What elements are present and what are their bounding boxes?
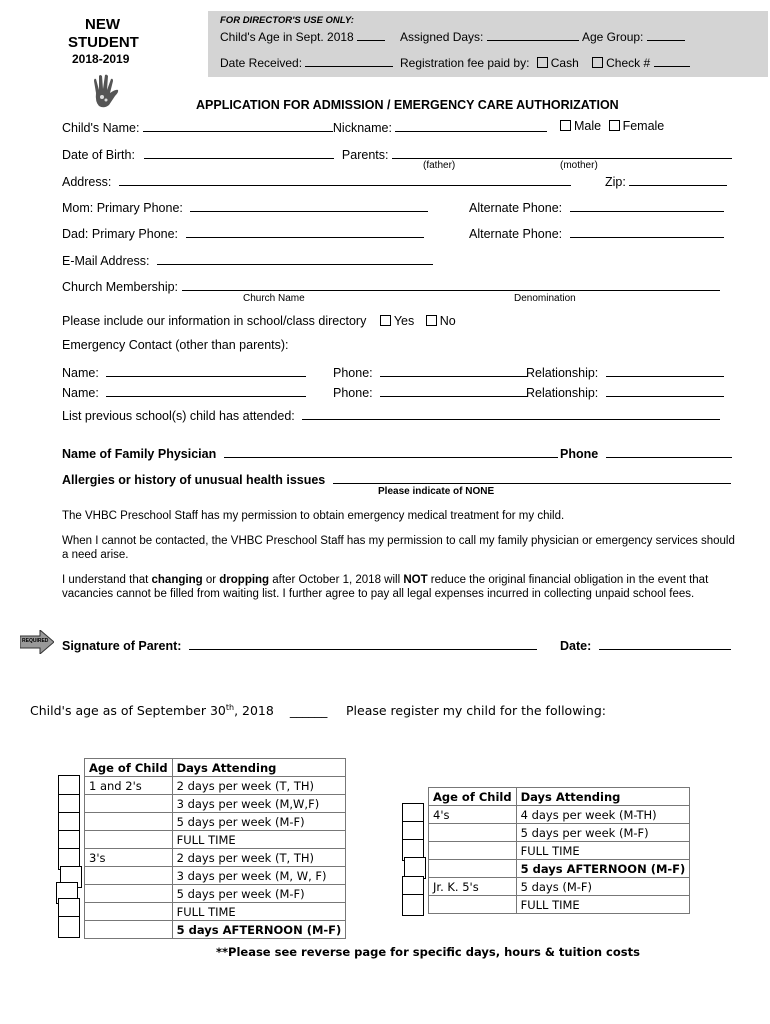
check-checkbox[interactable]	[592, 57, 603, 68]
previous-school-field[interactable]	[302, 407, 720, 420]
table2-days-cell: 5 days per week (M-F)	[516, 824, 690, 842]
handprint-logo	[84, 71, 124, 111]
table2-age-cell	[429, 824, 517, 842]
reverse-page-note: **Please see reverse page for specific days, hours & tuition costs	[216, 945, 640, 959]
church-field[interactable]	[182, 278, 720, 291]
directory-row	[62, 314, 456, 328]
male-checkbox[interactable]	[560, 120, 571, 131]
emergency-phone-2-field[interactable]	[380, 384, 528, 397]
email-field[interactable]	[157, 252, 433, 265]
director-reg-fee	[400, 54, 690, 70]
table2-age-cell	[429, 896, 517, 914]
childs-name-field[interactable]	[143, 119, 333, 132]
financial-paragraph	[62, 573, 754, 601]
table1-days-cell: 5 days AFTERNOON (M-F)	[172, 921, 346, 939]
childs-name-label: Child's Name:	[62, 121, 140, 135]
previous-school-row	[62, 407, 720, 423]
table1-days-cell: FULL TIME	[172, 831, 346, 849]
table2-age-cell: Jr. K. 5's	[429, 878, 517, 896]
director-heading: FOR DIRECTOR'S USE ONLY:	[220, 15, 354, 26]
directory-yes-label: Yes	[393, 314, 415, 328]
t1-header-age: Age of Child	[85, 759, 173, 777]
financial-paragraph-not: NOT	[403, 574, 428, 586]
financial-paragraph-changing: changing	[151, 574, 203, 586]
director-age-group-field[interactable]	[647, 28, 685, 41]
father-caption: (father)	[423, 160, 456, 171]
table2-days-cell: FULL TIME	[516, 842, 690, 860]
table1-row	[85, 903, 346, 921]
dad-phone-row	[62, 225, 424, 241]
directory-yes-checkbox[interactable]	[380, 315, 391, 326]
table2-days-cell: 5 days AFTERNOON (M-F)	[516, 860, 690, 878]
parents-field[interactable]	[392, 146, 732, 159]
table1-age-cell: 1 and 2's	[85, 777, 173, 795]
director-date-received-label: Date Received:	[220, 56, 303, 70]
address-label: Address:	[62, 175, 112, 189]
childs-age-sept-label-a: Child's age as of September 30	[30, 703, 226, 719]
dad-alt-phone-row	[469, 225, 724, 241]
director-assigned-days-field[interactable]	[487, 28, 579, 41]
childs-age-sept-row	[30, 703, 327, 718]
childs-age-sept-field[interactable]: ______	[289, 703, 328, 719]
directory-no-label: No	[439, 314, 456, 328]
table1-age-cell: 3's	[85, 849, 173, 867]
email-label: E-Mail Address:	[62, 254, 150, 268]
form-title: APPLICATION FOR ADMISSION / EMERGENCY CARE AUTHORIZATION	[196, 98, 619, 112]
emergency-phone-2-label: Phone:	[333, 386, 373, 400]
address-field[interactable]	[119, 173, 571, 186]
address-row	[62, 173, 571, 189]
date-row	[560, 637, 731, 653]
emergency-name-2-label: Name:	[62, 386, 99, 400]
directory-label: Please include our information in school/class directory	[62, 314, 367, 328]
financial-paragraph-dropping: dropping	[219, 574, 270, 586]
check-label: Check #	[606, 56, 651, 70]
financial-paragraph-e: after October 1, 2018 will	[269, 574, 404, 586]
table2-days-cell: 5 days (M-F)	[516, 878, 690, 896]
emergency-phone-1	[333, 364, 528, 380]
director-use-box	[208, 11, 768, 77]
directory-no-checkbox[interactable]	[426, 315, 437, 326]
mom-phone-field[interactable]	[190, 199, 428, 212]
table1-days-cell: 2 days per week (T, TH)	[172, 849, 346, 867]
emergency-name-1-field[interactable]	[106, 364, 306, 377]
table1-days-cell: 2 days per week (T, TH)	[172, 777, 346, 795]
t1-checkbox-9[interactable]	[58, 916, 80, 938]
mom-alt-phone-label: Alternate Phone:	[469, 201, 563, 215]
permission-paragraph-1: The VHBC Preschool Staff has my permission to obtain emergency medical treatment for my child.	[62, 510, 565, 522]
emergency-name-2	[62, 384, 306, 400]
nickname-label: Nickname:	[332, 121, 392, 135]
financial-paragraph-g: reduce the original financial obligation in the event that vacancies cannot be filled from waiting list. I further agree to pay all legal expenses incurred in collecting unpaid school fees.	[62, 574, 709, 600]
allergies-row	[62, 471, 731, 487]
director-assigned-days	[400, 28, 579, 44]
mom-alt-phone-field[interactable]	[570, 199, 724, 212]
childs-age-sept-sup: th	[225, 703, 235, 712]
table1-days-cell: 5 days per week (M-F)	[172, 885, 346, 903]
mom-phone-label: Mom: Primary Phone:	[62, 201, 183, 215]
director-age-group-label: Age Group:	[582, 30, 644, 44]
emergency-rel-1-field[interactable]	[606, 364, 724, 377]
dad-phone-field[interactable]	[186, 225, 424, 238]
emergency-rel-2-label: Relationship:	[526, 386, 599, 400]
table1-days-cell: 3 days per week (M, W, F)	[172, 867, 346, 885]
date-field[interactable]	[599, 637, 731, 650]
director-assigned-days-label: Assigned Days:	[400, 30, 484, 44]
emergency-phone-1-field[interactable]	[380, 364, 528, 377]
financial-paragraph-c: or	[202, 574, 220, 586]
table1-row	[85, 831, 346, 849]
dad-alt-phone-label: Alternate Phone:	[469, 227, 563, 241]
register-label: Please register my child for the following:	[346, 703, 606, 718]
table2-row	[429, 860, 690, 878]
header-school-year: 2018-2019	[72, 52, 130, 66]
table1-row	[85, 849, 346, 867]
emergency-rel-1-label: Relationship:	[526, 366, 599, 380]
emergency-rel-2-field[interactable]	[606, 384, 724, 397]
director-childs-age-label: Child's Age in Sept. 2018	[220, 30, 354, 44]
table1-row	[85, 795, 346, 813]
director-age-group	[582, 28, 685, 44]
cash-label: Cash	[550, 56, 579, 70]
table1-row	[85, 777, 346, 795]
zip-row	[605, 173, 727, 189]
table1-age-cell	[85, 903, 173, 921]
female-label: Female	[622, 119, 665, 133]
table1-row	[85, 921, 346, 939]
header-title-student: STUDENT	[68, 34, 139, 51]
childs-age-sept-label-b: , 2018	[234, 703, 274, 719]
signature-field[interactable]	[189, 637, 537, 650]
table1-age-cell	[85, 921, 173, 939]
physician-phone-row	[560, 445, 732, 461]
header-title-new: NEW	[85, 16, 120, 33]
physician-row	[62, 445, 558, 461]
table2-row	[429, 878, 690, 896]
director-childs-age-field[interactable]	[357, 28, 385, 41]
dob-field[interactable]	[144, 146, 334, 159]
nickname-field[interactable]	[395, 119, 547, 132]
financial-paragraph-a: I understand that	[62, 574, 152, 586]
email-row	[62, 252, 433, 268]
emergency-name-1	[62, 364, 306, 380]
t2-header-age: Age of Child	[429, 788, 517, 806]
emergency-phone-1-label: Phone:	[333, 366, 373, 380]
emergency-name-2-field[interactable]	[106, 384, 306, 397]
emergency-name-1-label: Name:	[62, 366, 99, 380]
director-date-received	[220, 54, 393, 70]
t1-header-days: Days Attending	[172, 759, 346, 777]
registration-table-younger	[84, 758, 346, 939]
dob-row	[62, 146, 732, 162]
female-checkbox[interactable]	[609, 120, 620, 131]
church-name-caption: Church Name	[243, 293, 305, 304]
allergies-label: Allergies or history of unusual health issues	[62, 473, 326, 487]
dob-label: Date of Birth:	[62, 148, 135, 162]
table1-days-cell: FULL TIME	[172, 903, 346, 921]
required-arrow-icon	[20, 630, 54, 654]
physician-phone-field[interactable]	[606, 445, 732, 458]
allergies-field[interactable]	[333, 471, 731, 484]
church-label: Church Membership:	[62, 280, 179, 294]
registration-table-older	[428, 787, 690, 914]
emergency-rel-2	[526, 384, 724, 400]
table1-age-cell	[85, 795, 173, 813]
check-number-field[interactable]	[654, 54, 690, 67]
director-reg-fee-label: Registration fee paid by:	[400, 56, 530, 70]
table1-row	[85, 867, 346, 885]
table1-age-cell	[85, 831, 173, 849]
emergency-rel-1	[526, 364, 724, 380]
table1-row	[85, 813, 346, 831]
table1-days-cell: 5 days per week (M-F)	[172, 813, 346, 831]
male-label: Male	[574, 119, 602, 133]
table2-age-cell	[429, 842, 517, 860]
physician-label: Name of Family Physician	[62, 447, 217, 461]
signature-label: Signature of Parent:	[62, 639, 182, 653]
childs-name-row	[62, 119, 547, 135]
zip-label: Zip:	[605, 175, 626, 189]
mother-caption: (mother)	[560, 160, 598, 171]
director-childs-age	[220, 28, 385, 44]
mom-phone-row	[62, 199, 428, 215]
parents-label: Parents:	[341, 148, 389, 162]
gender-options	[560, 119, 664, 133]
date-label: Date:	[560, 639, 592, 653]
t2-header-days: Days Attending	[516, 788, 690, 806]
table2-row	[429, 824, 690, 842]
table1-row	[85, 885, 346, 903]
table2-row	[429, 806, 690, 824]
mom-alt-phone-row	[469, 199, 724, 215]
physician-field[interactable]	[224, 445, 558, 458]
table2-row	[429, 842, 690, 860]
director-date-received-field[interactable]	[305, 54, 393, 67]
required-label: REQUIRED	[22, 638, 49, 644]
t2-checkbox-6[interactable]	[402, 894, 424, 916]
table2-days-cell: 4 days per week (M-TH)	[516, 806, 690, 824]
dad-phone-label: Dad: Primary Phone:	[62, 227, 179, 241]
church-row	[62, 278, 720, 294]
physician-phone-label: Phone	[560, 447, 599, 461]
table1-days-cell: 3 days per week (M,W,F)	[172, 795, 346, 813]
permission-paragraph-2: When I cannot be contacted, the VHBC Preschool Staff has my permission to call my family physician or emergency services should a need arise.	[62, 535, 735, 561]
table1-age-cell	[85, 885, 173, 903]
table2-age-cell: 4's	[429, 806, 517, 824]
table2-row	[429, 896, 690, 914]
dad-alt-phone-field[interactable]	[570, 225, 724, 238]
emergency-heading: Emergency Contact (other than parents):	[62, 338, 289, 352]
allergies-none-note: Please indicate of NONE	[378, 486, 495, 497]
cash-checkbox[interactable]	[537, 57, 548, 68]
emergency-phone-2	[333, 384, 528, 400]
table2-age-cell	[429, 860, 517, 878]
denomination-caption: Denomination	[514, 293, 576, 304]
table1-age-cell	[85, 813, 173, 831]
zip-field[interactable]	[629, 173, 727, 186]
previous-school-label: List previous school(s) child has attended:	[62, 409, 295, 423]
signature-row	[62, 637, 537, 653]
table2-days-cell: FULL TIME	[516, 896, 690, 914]
table1-age-cell	[85, 867, 173, 885]
